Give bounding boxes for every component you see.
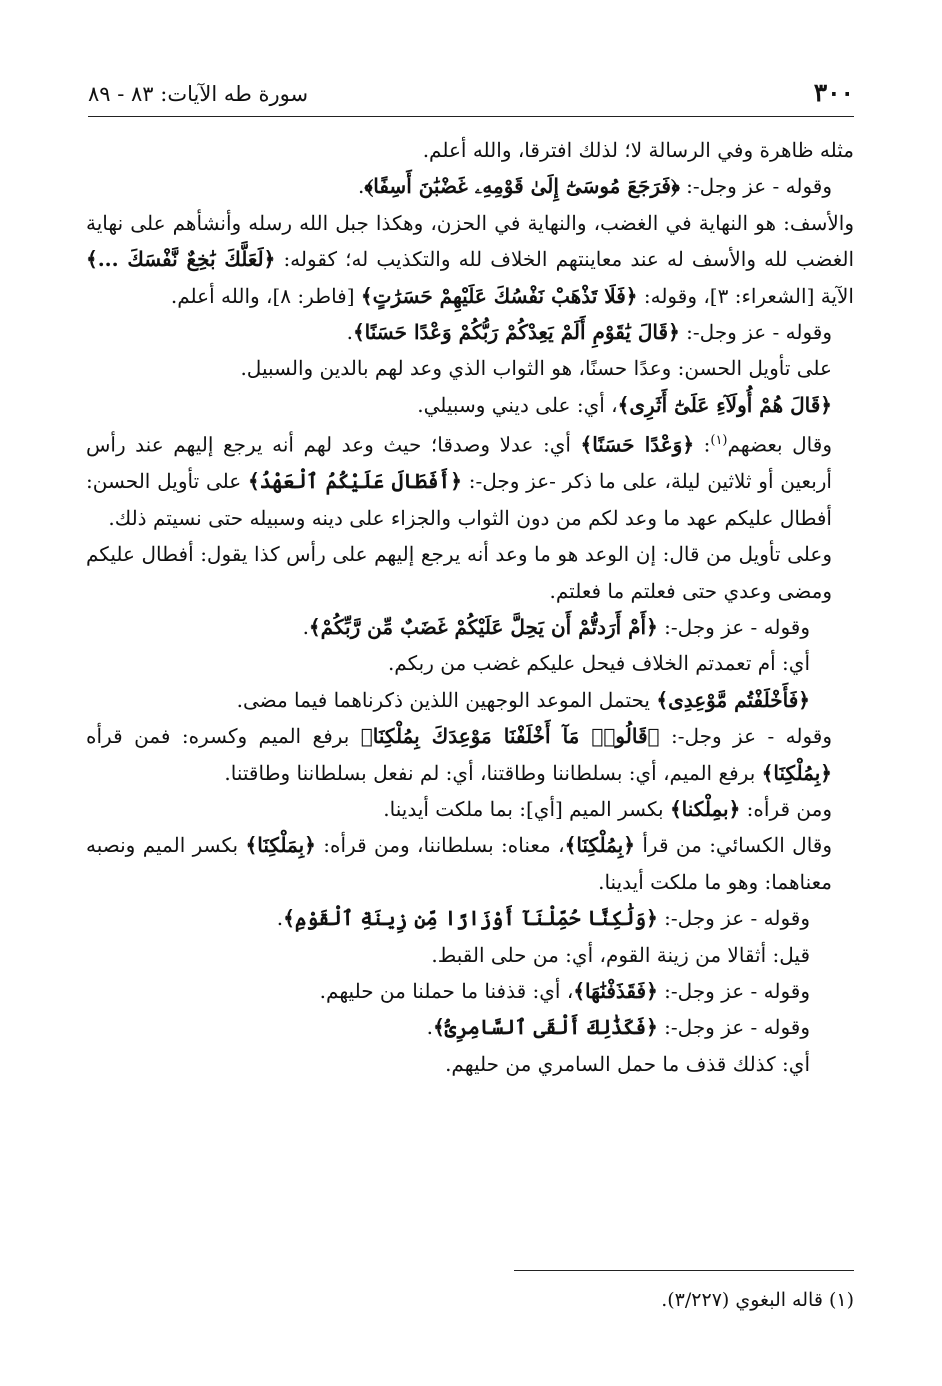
quran-verse: ﴿بِمُلْكِنَا﴾ <box>564 833 635 858</box>
text-run: وقوله - عز وجل-: <box>657 906 810 931</box>
text-run: ومن قرأه: <box>740 796 832 821</box>
text-run: أي: كذلك قذف ما حمل السامري من حليهم. <box>445 1051 810 1076</box>
paragraph <box>86 350 854 386</box>
paragraph <box>86 682 854 718</box>
paragraph <box>86 205 854 314</box>
paragraph <box>86 132 854 168</box>
text-run: ، أي: على ديني وسبيلي. <box>417 392 618 417</box>
text-run: : <box>694 432 711 457</box>
quran-verse: ﴿فَلَا تَذْهَبْ نَفْسُكَ عَلَيْهِمْ حَسَرَٰتٍ﴾ <box>360 283 638 308</box>
text-run: وقال الكسائي: من قرأ <box>634 833 833 858</box>
quran-verse: ﴿لَعَلَّكَ بَٰخِعٌ نَّفْسَكَ ...﴾ <box>86 247 276 272</box>
footnote-list <box>88 1289 854 1311</box>
paragraph <box>86 609 854 645</box>
text-run: وقوله - عز وجل-: <box>657 979 810 1003</box>
page-number: ٣٠٠ <box>813 78 854 107</box>
text-run: أي: أم تعمدتم الخلاف فيحل عليكم غضب من ربكم. <box>387 651 810 676</box>
text-run: قيل: أثقالا من زينة القوم، أي: من حلى القبط. <box>431 942 810 967</box>
text-run: برفع الميم وكسره: فمن قرأه <box>86 724 361 749</box>
quran-verse: ﴿أَفَطَالَ عَلَيْكُمُ ٱلْعَهْدُ﴾ <box>247 469 462 494</box>
text-run: وقوله - عز وجل-: <box>657 1015 810 1040</box>
text-run: بكسر الميم [أي]: بما ملكت أيدينا. <box>383 796 670 821</box>
text-run: . <box>302 614 309 639</box>
paragraph <box>86 423 854 536</box>
text-run: الآية [الشعراء: ٣]، وقوله: <box>637 283 854 308</box>
text-run: برفع الميم، أي: بسلطاننا وطاقتنا، أي: لم نفعل بسلطاننا وطاقتنا. <box>224 760 762 785</box>
text-run: أي: عدلا وصدقا؛ حيث وعد لهم أنه يرجع إليهم عند رأس أربعين أو ثلاثين ليلة، على ما ذكر -عز وجل-: <box>86 432 832 494</box>
text-run: على تأويل الحسن: أفطال عليكم عهد ما وعد لكم من دون الثواب والجزاء على دينه وسبيله حتى نسيتم ذلك. <box>86 469 832 530</box>
paragraph <box>86 827 854 900</box>
text-run: والأسف: هو النهاية في الغضب، والنهاية في الحزن، وهكذا جبل الله رسله وأنشأهم على نهاية الغضب لله والأسف له عند معاينتهم الخلاف لله والتكذيب له؛ كقوله: <box>86 210 855 272</box>
quran-verse: ﴿وَعْدًا حَسَنًا﴾ <box>580 432 695 457</box>
paragraph <box>86 973 854 1009</box>
text-run: وقوله - عز وجل-: <box>657 614 810 639</box>
text-run: . <box>346 320 353 345</box>
quran-verse: ﴿فَكَذَٰلِكَ أَلْقَى ٱلسَّامِرِىُّ﴾ <box>432 1015 658 1040</box>
footnote-divider <box>514 1270 854 1271</box>
quran-verse: ﴿وَلَٰكِنَّا حُمِّلْنَآ أَوْزَارًا مِّن زِينَةِ ٱلْقَوْمِ﴾ <box>283 906 658 931</box>
text-run: على تأويل الحسن: وعدًا حسنًا، هو الثواب الذي وعد لهم بالدين والسبيل. <box>240 356 832 381</box>
quran-verse: ﴿فَأَخْلَفْتُم مَّوْعِدِى﴾ <box>656 687 810 712</box>
footnote: (١) قاله البغوي (٣/٢٢٧). <box>661 1289 854 1311</box>
text-run: وقوله - عز وجل-: <box>659 724 833 749</box>
footnotes-section <box>88 1270 854 1311</box>
paragraph <box>86 387 854 423</box>
text-run: بكسر الميم ونصبه معناهما: وهو ما ملكت أيدينا. <box>86 833 832 894</box>
quran-verse: ﴿قَالَ يَٰقَوْمِ أَلَمْ يَعِدْكُمْ رَبُّكُمْ وَعْدًا حَسَنًا﴾ <box>352 320 680 345</box>
text-run: وقال بعضهم <box>727 432 832 457</box>
paragraph <box>86 937 854 973</box>
quran-verse: ﴿أَمْ أَرَدتُّمْ أَن يَحِلَّ عَلَيْكُمْ غَضَبٌ مِّن رَّبِّكُمْ﴾ <box>308 614 658 639</box>
quran-verse: ﴿قَالَ هُمْ أُولَآءِ عَلَىٰٓ أَثَرِى﴾ <box>617 392 832 417</box>
page-body <box>86 132 854 1082</box>
paragraph <box>86 314 854 350</box>
text-run: مثله ظاهرة وفي الرسالة لا؛ لذلك افترقا، والله أعلم. <box>422 138 854 162</box>
quran-verse: ﴿قَالُوا۟ مَآ أَخْلَفْنَا مَوْعِدَكَ بِمُلْكِنَا﴾ <box>360 724 660 749</box>
quran-verse: ﴿بِمَلْكِنَا﴾ <box>245 833 316 858</box>
quran-verse: ﴿فَرَجَعَ مُوسَىٰٓ إِلَىٰ قَوْمِهِۦ غَضْبَٰنَ أَسِفًا﴾ <box>364 174 680 199</box>
text-run: وعلى تأويل من قال: إن الوعد هو ما وعد أنه يرجع إليهم على رأس كذا يقول: أفطال عليكم ومضى وعدي حتى فعلتم ما فعلتم. <box>86 542 832 603</box>
text-run: . <box>276 906 284 931</box>
paragraph <box>86 645 854 681</box>
text-run: . <box>358 174 365 199</box>
running-title: سورة طه الآيات: ٨٣ - ٨٩ <box>88 82 309 106</box>
text-run: وقوله - عز وجل-: <box>679 320 832 345</box>
quran-verse: ﴿فَقَذَفْنَٰهَا﴾ <box>573 979 658 1003</box>
text-run: . <box>426 1015 433 1040</box>
footnote-ref: (١) <box>710 433 728 449</box>
paragraph <box>86 718 854 791</box>
text-run: يحتمل الموعد الوجهين اللذين ذكرناهما فيما مضى. <box>236 687 657 712</box>
paragraph <box>86 536 854 609</box>
paragraph <box>86 168 854 204</box>
paragraph <box>86 900 854 936</box>
quran-verse: ﴿بمِلْكنا﴾ <box>669 796 741 821</box>
paragraph <box>86 791 854 827</box>
paragraph <box>86 1046 854 1082</box>
paragraph <box>86 1009 854 1045</box>
text-run: [فاطر: ٨]، والله أعلم. <box>170 283 361 308</box>
text-run: ، معناه: بسلطاننا، ومن قرأه: <box>315 833 565 858</box>
text-run: وقوله - عز وجل-: <box>679 174 832 199</box>
text-run: ، أي: قذفنا ما حملنا من حليهم. <box>319 979 574 1003</box>
quran-verse: ﴿بِمُلْكِنَا﴾ <box>761 760 832 785</box>
page-header <box>88 72 854 117</box>
